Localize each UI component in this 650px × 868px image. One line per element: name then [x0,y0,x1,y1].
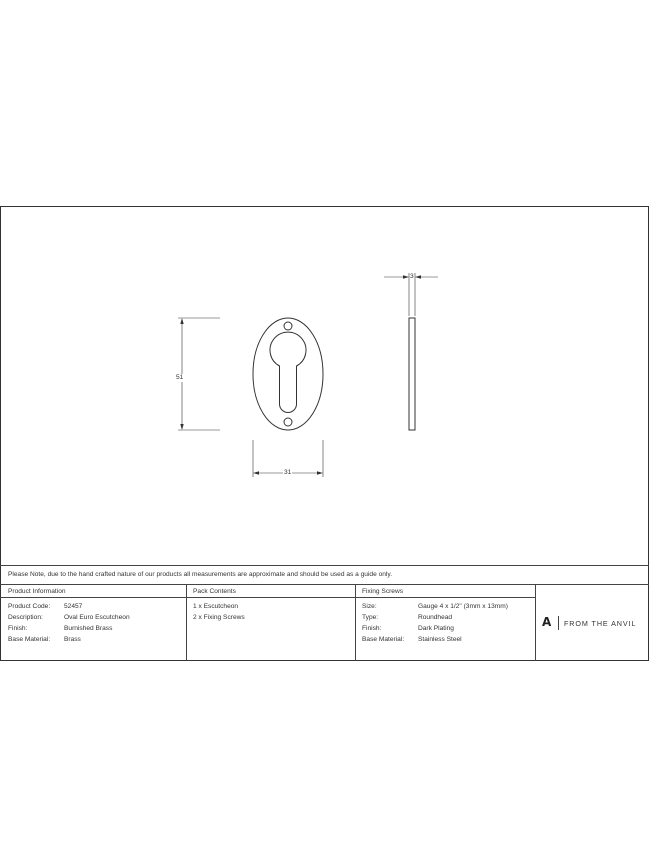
height-dimension-label: 51 [176,374,184,381]
table-header-rule [0,597,535,598]
screw-size-value: Gauge 4 x 1/2" (3mm x 13mm) [418,603,508,610]
description-label: Description: [8,614,43,621]
product-information-header: Product Information [8,588,66,595]
measurement-note: Please Note, due to the hand crafted nature of our products all measurements are approximate and should be used as a guide only. [8,571,393,578]
base-material-label: Base Material: [8,636,51,643]
width-dimension-label: 31 [284,469,292,476]
escutcheon-outline [253,318,323,430]
fixing-screws-header: Fixing Screws [362,588,404,595]
screw-base-material-label: Base Material: [362,636,405,643]
screw-finish-label: Finish: [362,625,382,632]
brand-name: FROM THE ANVIL [564,619,637,628]
table-divider-2 [355,584,356,661]
product-code-label: Product Code: [8,603,51,610]
thickness-dimension-label: 3 [410,273,414,280]
brand-separator [558,616,559,630]
table-divider-3 [535,584,536,661]
pack-item: 1 x Escutcheon [193,603,239,610]
finish-label: Finish: [8,625,28,632]
pack-contents-header: Pack Contents [193,588,236,595]
description-value: Oval Euro Escutcheon [64,614,130,621]
screw-finish-value: Dark Plating [418,625,454,632]
screw-type-label: Type: [362,614,379,621]
screw-size-label: Size: [362,603,377,610]
side-view-plate [409,318,415,430]
note-bottom-rule [0,584,649,585]
note-top-rule [0,565,649,566]
euro-cylinder-cutout [270,332,306,412]
top-screw-hole [284,322,292,330]
pack-item: 2 x Fixing Screws [193,614,245,621]
base-material-value: Brass [64,636,81,643]
screw-base-material-value: Stainless Steel [418,636,462,643]
product-code-value: 52457 [64,603,83,610]
table-divider-1 [186,584,187,661]
screw-type-value: Roundhead [418,614,453,621]
finish-value: Burnished Brass [64,625,113,632]
brand-logo-icon: A [542,615,552,629]
bottom-screw-hole [284,418,292,426]
